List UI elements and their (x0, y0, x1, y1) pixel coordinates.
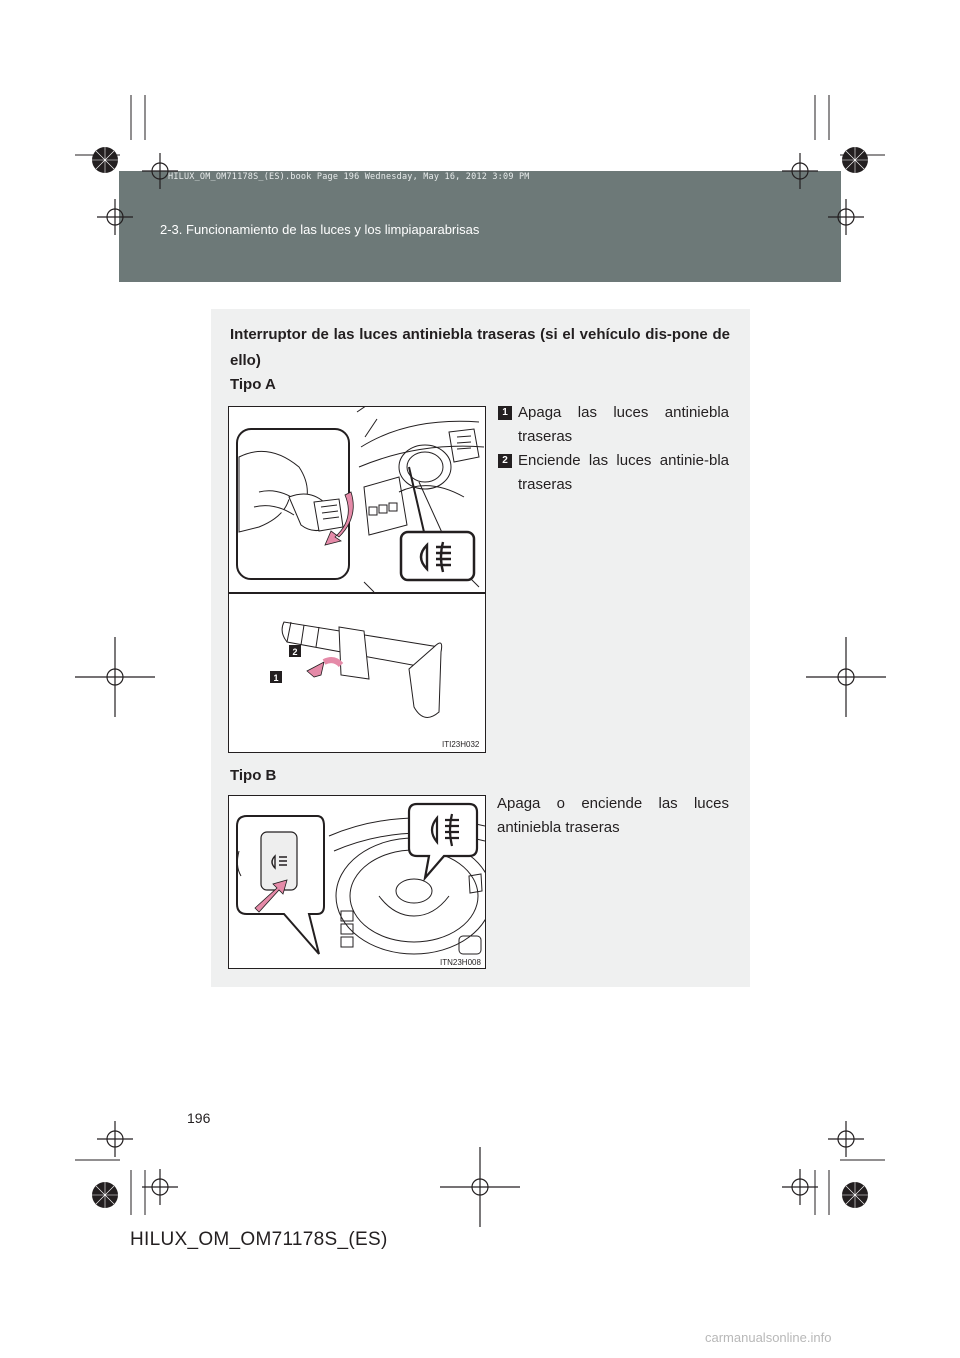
figure-type-a-illustration (229, 407, 485, 752)
figure-type-b-illustration (229, 796, 485, 968)
item-2-badge: 2 (498, 454, 512, 468)
type-b-text: Apaga o enciende las luces antiniebla traseras (497, 795, 729, 836)
watermark: carmanualsonline.info (705, 1330, 832, 1345)
box-heading: Interruptor de las luces antiniebla traseras (si el vehículo dis-pone de ello) (230, 326, 730, 369)
item-2-text: Enciende las luces antinie-bla traseras (518, 452, 729, 493)
footer-code: HILUX_OM_OM71178S_(ES) (130, 1229, 388, 1250)
type-a-label: Tipo A (230, 376, 276, 393)
figure-badge-2: 2 (292, 647, 298, 657)
figure-b-code: ITN23H008 (440, 958, 481, 967)
type-b-label: Tipo B (230, 767, 277, 784)
figure-badge-1: 1 (273, 673, 279, 683)
item-1-badge: 1 (498, 406, 512, 420)
print-stamp: HILUX_OM_OM71178S_(ES).book Page 196 Wednesday, May 16, 2012 3:09 PM (168, 172, 530, 182)
figure-type-b (228, 795, 486, 969)
page-number: 196 (187, 1110, 211, 1126)
figure-a-code: ITI23H032 (442, 740, 480, 749)
figure-type-a (228, 406, 486, 753)
item-1-text: Apaga las luces antiniebla traseras (518, 404, 729, 445)
section-title: 2-3. Funcionamiento de las luces y los limpiaparabrisas (160, 222, 480, 237)
